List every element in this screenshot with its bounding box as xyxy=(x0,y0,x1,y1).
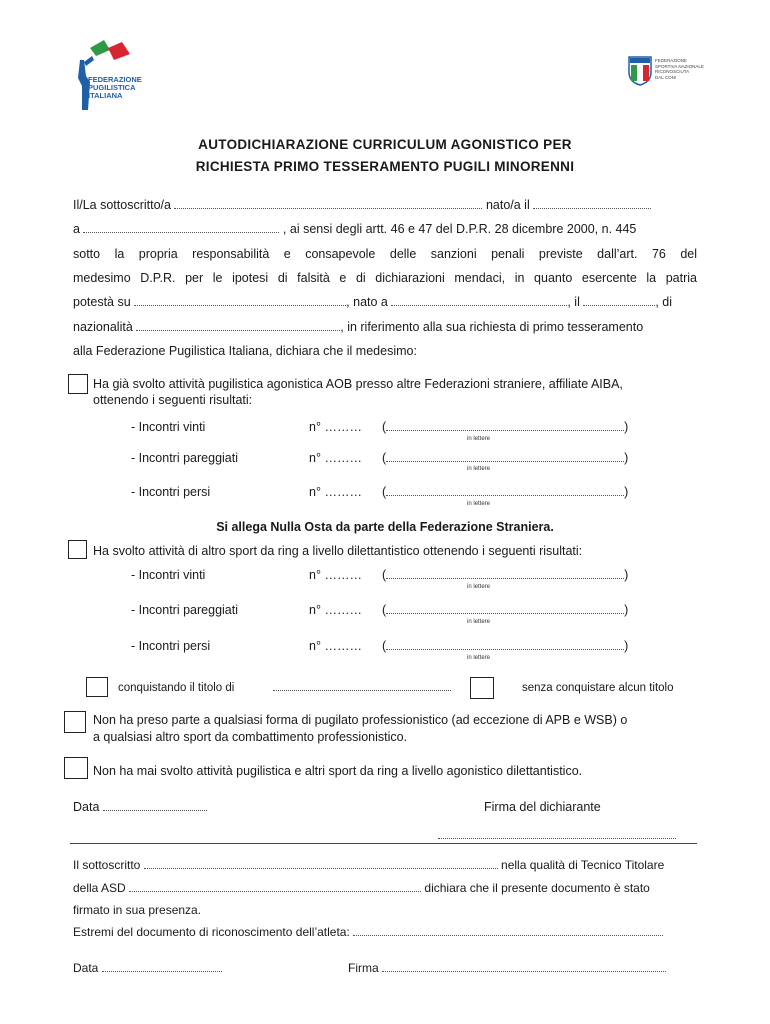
no-title-checkbox[interactable] xyxy=(470,677,494,699)
label: a xyxy=(73,222,80,236)
row-label: - Incontri persi xyxy=(131,485,211,499)
caption: in lettere xyxy=(467,655,491,661)
shield-icon xyxy=(628,56,652,86)
date-label: Data xyxy=(73,800,100,814)
count-field[interactable]: ……… xyxy=(324,568,362,582)
caption: in lettere xyxy=(467,584,491,590)
label: nato/a il xyxy=(485,198,530,212)
birthdate-field[interactable] xyxy=(533,199,651,209)
no-agonistic-checkbox[interactable] xyxy=(64,757,88,779)
paren-close: ) xyxy=(624,568,629,582)
label: potestà su xyxy=(73,295,131,309)
date-label: Data xyxy=(73,961,99,975)
label: della ASD xyxy=(73,881,126,895)
badge-line: SPORTIVA NAZIONALE xyxy=(655,63,704,69)
label: nazionalità xyxy=(73,320,133,334)
paren-close: ) xyxy=(624,451,629,465)
minor-birthplace-field[interactable] xyxy=(391,296,567,306)
title-field[interactable] xyxy=(273,681,451,691)
row-label: - Incontri vinti xyxy=(131,568,206,582)
count-field[interactable]: ……… xyxy=(324,485,362,499)
fpi-logo xyxy=(70,36,150,112)
n-label: n° xyxy=(309,420,321,434)
aob-checkbox[interactable] xyxy=(68,374,88,394)
birthplace-field[interactable] xyxy=(83,223,279,233)
paren-open: ( xyxy=(382,451,387,465)
option-label: senza conquistare alcun titolo xyxy=(522,682,674,694)
row-label: - Incontri vinti xyxy=(131,420,206,434)
count-words-field[interactable] xyxy=(386,452,624,462)
text: medesimo D.P.R. per le ipotesi di falsità e di dichiarazioni mendaci, in quanto esercente la patria xyxy=(73,271,697,285)
divider xyxy=(70,843,697,844)
text: , in riferimento alla sua richiesta di primo tesseramento xyxy=(340,320,644,334)
tecnico-date-field[interactable] xyxy=(102,962,222,972)
paren-open: ( xyxy=(382,568,387,582)
name-field[interactable] xyxy=(174,199,482,209)
badge-line: FEDERAZIONE xyxy=(655,58,688,63)
text: Non ha preso parte a qualsiasi forma di pugilato professionistico (ad eccezione di APB e WSB) o xyxy=(93,713,628,727)
label: , di xyxy=(655,295,673,309)
text: , ai sensi degli artt. 46 e 47 del D.P.R. 28 dicembre 2000, n. 445 xyxy=(282,222,637,236)
paren-open: ( xyxy=(382,639,387,653)
boxer-flag-icon xyxy=(70,36,150,112)
attachment-note: Si allega Nulla Osta da parte della Federazione Straniera. xyxy=(216,520,554,534)
badge-line: DAL CONI xyxy=(655,74,677,80)
option-label: conquistando il titolo di xyxy=(118,682,235,694)
signature-label: Firma xyxy=(348,961,379,975)
nationality-field[interactable] xyxy=(136,321,340,331)
count-field[interactable]: ……… xyxy=(324,451,362,465)
text: Non ha mai svolto attività pugilistica e altri sport da ring a livello agonistico dilettantistico. xyxy=(93,764,583,778)
text: firmato in sua presenza. xyxy=(73,903,202,917)
paren-open: ( xyxy=(382,420,387,434)
signature-label: Firma del dichiarante xyxy=(484,800,601,814)
count-field[interactable]: ……… xyxy=(324,639,362,653)
count-field[interactable]: ……… xyxy=(324,420,362,434)
count-words-field[interactable] xyxy=(386,486,624,496)
paren-open: ( xyxy=(382,485,387,499)
label: Il/La sottoscritto/a xyxy=(73,198,171,212)
title-won-checkbox[interactable] xyxy=(86,677,108,697)
logo-line: FEDERAZIONE xyxy=(88,75,142,84)
text: ottenendo i seguenti risultati: xyxy=(93,393,253,407)
label: Estremi del documento di riconoscimento dell’atleta: xyxy=(73,925,350,939)
badge-line: RICONOSCIUTA xyxy=(655,69,690,74)
text: alla Federazione Pugilistica Italiana, dichiara che il medesimo: xyxy=(73,344,417,358)
count-words-field[interactable] xyxy=(386,604,624,614)
paren-close: ) xyxy=(624,420,629,434)
label: nella qualità di Tecnico Titolare xyxy=(501,858,665,872)
row-label: - Incontri persi xyxy=(131,639,211,653)
n-label: n° xyxy=(309,568,321,582)
paren-close: ) xyxy=(624,639,629,653)
paren-close: ) xyxy=(624,485,629,499)
logo-line: PUGILISTICA xyxy=(88,83,136,92)
count-words-field[interactable] xyxy=(386,569,624,579)
count-words-field[interactable] xyxy=(386,640,624,650)
no-pro-checkbox[interactable] xyxy=(64,711,86,733)
text: Ha svolto attività di altro sport da ring a livello dilettantistico ottenendo i seguenti risultati: xyxy=(93,544,583,558)
n-label: n° xyxy=(309,451,321,465)
n-label: n° xyxy=(309,603,321,617)
label: , nato a xyxy=(346,295,388,309)
caption: in lettere xyxy=(467,436,491,442)
text: a qualsiasi altro sport da combattimento professionistico. xyxy=(93,730,408,744)
count-words-field[interactable] xyxy=(386,421,624,431)
n-label: n° xyxy=(309,485,321,499)
n-label: n° xyxy=(309,639,321,653)
page-title: AUTODICHIARAZIONE CURRICULUM AGONISTICO PER xyxy=(198,137,572,152)
label: , il xyxy=(567,295,580,309)
label: Il sottoscritto xyxy=(73,858,141,872)
other-sport-checkbox[interactable] xyxy=(68,540,87,559)
label: dichiara che il presente documento è stato xyxy=(424,881,650,895)
paren-close: ) xyxy=(624,603,629,617)
caption: in lettere xyxy=(467,466,491,472)
date-field[interactable] xyxy=(103,801,207,811)
minor-birthdate-field[interactable] xyxy=(583,296,655,306)
row-label: - Incontri pareggiati xyxy=(131,603,239,617)
signature-field[interactable] xyxy=(438,829,676,839)
count-field[interactable]: ……… xyxy=(324,603,362,617)
text: Ha già svolto attività pugilistica agonistica AOB presso altre Federazioni straniere, affiliate AIBA, xyxy=(93,377,623,391)
caption: in lettere xyxy=(467,501,491,507)
tecnico-name-field[interactable] xyxy=(144,859,498,869)
row-label: - Incontri pareggiati xyxy=(131,451,239,465)
tecnico-signature-field[interactable] xyxy=(382,962,666,972)
caption: in lettere xyxy=(467,619,491,625)
minor-name-field[interactable] xyxy=(134,296,346,306)
logo-line: ITALIANA xyxy=(88,91,123,100)
paren-open: ( xyxy=(382,603,387,617)
coni-badge xyxy=(628,56,718,88)
text: sotto la propria responsabilità e consapevole delle sanzioni penali previste dall’art. 76 del xyxy=(73,247,697,261)
asd-field[interactable] xyxy=(129,882,421,892)
page-subtitle: RICHIESTA PRIMO TESSERAMENTO PUGILI MINORENNI xyxy=(195,159,575,174)
id-document-field[interactable] xyxy=(353,926,663,936)
